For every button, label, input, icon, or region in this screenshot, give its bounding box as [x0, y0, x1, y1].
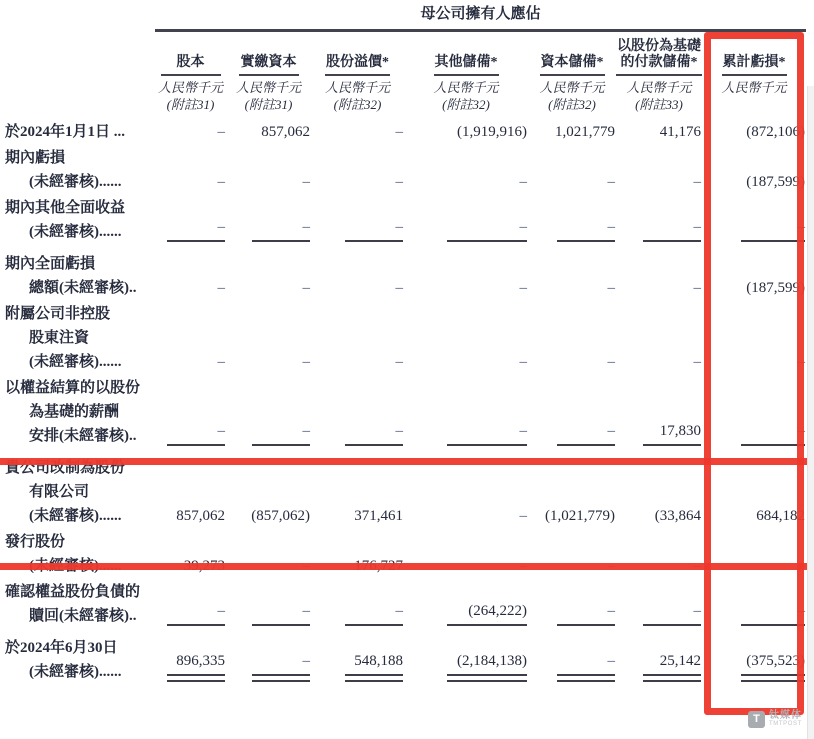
cell-value: 857,062 — [176, 508, 225, 524]
column-note: (附註33) — [635, 97, 683, 112]
cell-value: – — [797, 558, 806, 574]
total-rule — [167, 624, 225, 626]
table-row — [0, 628, 806, 684]
cell-value: – — [519, 508, 527, 524]
cell-value: – — [395, 124, 403, 140]
column-title: 其他儲備* — [434, 55, 498, 70]
group-header-spacer — [0, 4, 155, 31]
row-label — [0, 374, 155, 448]
cell-value: (2,184,138) — [404, 628, 528, 684]
cell-value: – — [311, 194, 404, 244]
total-rule — [557, 240, 615, 242]
watermark-subtitle: TMTPOST — [769, 721, 802, 728]
table-row — [0, 374, 806, 448]
total-rule — [557, 444, 615, 446]
column-title: 的付款儲備* — [620, 55, 698, 70]
column-title: 累計虧損* — [722, 55, 786, 70]
column-header — [155, 31, 226, 77]
cell-value: – — [226, 374, 311, 448]
row-label — [0, 628, 155, 684]
cell-value: – — [607, 174, 615, 190]
column-note-spacer — [0, 96, 155, 118]
total-rule — [557, 674, 615, 682]
row-label-line: 於2024年6月30日 — [5, 640, 118, 656]
row-label-line: 總額(未經審核).. — [29, 280, 137, 296]
cell-value: – — [395, 280, 403, 296]
row-label-line: 發行股份 — [5, 534, 66, 550]
total-rule — [345, 674, 403, 682]
cell-value: – — [302, 558, 310, 574]
column-unit: 人民幣千元 — [157, 80, 223, 95]
cell-value: – — [607, 354, 615, 370]
total-rule — [643, 624, 701, 626]
cell-value: – — [693, 354, 701, 370]
table-row — [0, 528, 806, 578]
total-rule — [643, 674, 701, 682]
cell-value: – — [302, 280, 310, 296]
cell-value: – — [528, 194, 616, 244]
cell-value: – — [702, 578, 806, 628]
column-unit: 人民幣千元 — [626, 80, 692, 95]
cell-value: – — [693, 174, 701, 190]
row-label — [0, 194, 155, 244]
total-rule — [557, 624, 615, 626]
column-unit: 人民幣千元 — [721, 80, 787, 95]
cell-value: – — [226, 194, 311, 244]
total-rule — [167, 674, 225, 682]
row-label-line: (未經審核)...... — [29, 558, 122, 574]
table-row — [0, 448, 806, 528]
cell-value: – — [693, 558, 701, 574]
cell-value: – — [217, 124, 225, 140]
row-label-line: 確認權益股份負債的 — [5, 584, 141, 600]
column-note: (附註31) — [244, 97, 293, 112]
total-rule — [447, 674, 527, 682]
row-label-line: 期內全面虧損 — [5, 256, 96, 272]
row-label-line: (未經審核)...... — [29, 354, 122, 370]
group-title: 母公司擁有人應佔 — [155, 4, 806, 31]
column-header — [226, 31, 311, 77]
column-header — [311, 31, 404, 77]
cell-value: (264,222) — [404, 578, 528, 628]
cell-value: 17,830 — [616, 374, 702, 448]
cell-value: 548,188 — [311, 628, 404, 684]
tmtpost-logo-icon: T — [748, 711, 765, 728]
cell-value: – — [226, 578, 311, 628]
row-label-line: 期內虧損 — [5, 150, 66, 166]
cell-value: – — [217, 280, 225, 296]
cell-value: – — [519, 174, 527, 190]
column-unit: 人民幣千元 — [433, 80, 499, 95]
total-rule — [252, 674, 310, 682]
table-row — [0, 144, 806, 194]
total-rule — [643, 444, 701, 446]
cell-value: 1,021,779 — [555, 124, 615, 140]
row-label-line: 以權益結算的以股份 — [5, 380, 141, 396]
table-row — [0, 194, 806, 244]
cell-value: – — [155, 374, 226, 448]
row-label-line: 贖回(未經審核).. — [29, 608, 137, 624]
column-note: (附註32) — [548, 97, 596, 112]
total-rule — [167, 240, 225, 242]
total-rule — [167, 444, 225, 446]
total-rule — [252, 240, 310, 242]
column-title: 以股份為基礎 — [617, 39, 701, 54]
row-label-line: (未經審核)...... — [29, 508, 122, 524]
cell-value: – — [226, 628, 311, 684]
column-title: 實繳資本 — [240, 55, 297, 70]
cell-value: – — [404, 374, 528, 448]
cell-value: 39,273 — [183, 558, 225, 574]
cell-value: 896,335 — [155, 628, 226, 684]
cell-value: (1,021,779) — [545, 508, 615, 524]
row-label-line: (未經審核)...... — [29, 664, 122, 680]
row-label — [0, 300, 155, 374]
row-label-line: 附屬公司非控股 — [5, 306, 111, 322]
cell-value: 25,142 — [616, 628, 702, 684]
column-header — [528, 31, 616, 77]
column-header — [616, 31, 702, 77]
total-rule — [741, 240, 805, 242]
column-note — [702, 96, 806, 118]
cell-value: – — [528, 374, 616, 448]
row-label-line: (未經審核)...... — [29, 174, 122, 190]
column-notes-row — [0, 96, 806, 118]
watermark-name: 钛媒体 — [769, 710, 802, 722]
row-label — [0, 118, 155, 144]
column-unit: 人民幣千元 — [539, 80, 605, 95]
column-unit: 人民幣千元 — [235, 80, 301, 95]
table-row — [0, 300, 806, 374]
column-header — [404, 31, 528, 77]
cell-value: (1,919,916) — [457, 124, 527, 140]
total-rule — [741, 674, 805, 682]
cell-value: – — [616, 194, 702, 244]
cell-value: – — [311, 578, 404, 628]
table-row — [0, 578, 806, 628]
row-label — [0, 448, 155, 528]
cell-value: (187,599) — [746, 280, 806, 296]
cell-value: – — [528, 578, 616, 628]
cell-value: – — [528, 628, 616, 684]
cell-value: – — [607, 558, 615, 574]
row-label-line: 安排(未經審核).. — [29, 428, 137, 444]
row-label-line: (未經審核)...... — [29, 224, 122, 240]
cell-value: – — [404, 194, 528, 244]
table-row — [0, 118, 806, 144]
cell-value: 684,182 — [756, 508, 806, 524]
cell-value: (187,599) — [746, 174, 806, 190]
cell-value: (33,864 — [654, 508, 701, 524]
group-header-row — [0, 4, 806, 31]
cell-value: (375,523) — [702, 628, 806, 684]
table-row — [0, 244, 806, 300]
column-units-row — [0, 76, 806, 96]
cell-value: – — [217, 354, 225, 370]
cell-value: – — [395, 174, 403, 190]
cell-value: – — [607, 280, 615, 296]
row-label-line: 有限公司 — [29, 484, 90, 500]
column-title: 資本儲備* — [540, 55, 604, 70]
cell-value: – — [395, 354, 403, 370]
column-unit-spacer — [0, 76, 155, 96]
cell-value: – — [155, 194, 226, 244]
total-rule — [447, 240, 527, 242]
row-label — [0, 144, 155, 194]
cell-value: – — [519, 280, 527, 296]
total-rule — [345, 240, 403, 242]
cell-value: – — [302, 354, 310, 370]
column-note: (附註31) — [166, 97, 215, 112]
column-unit: 人民幣千元 — [324, 80, 390, 95]
cell-value: (857,062) — [251, 508, 310, 524]
cell-value: 371,461 — [354, 508, 403, 524]
row-label-line: 於2024年1月1日 ... — [5, 124, 126, 140]
cell-value: – — [311, 374, 404, 448]
row-label — [0, 244, 155, 300]
cell-value: – — [797, 354, 806, 370]
cell-value: – — [702, 194, 806, 244]
total-rule — [447, 624, 527, 626]
cell-value: – — [519, 354, 527, 370]
total-rule — [741, 624, 805, 626]
column-titles-row — [0, 31, 806, 77]
column-note: (附註32) — [333, 97, 382, 112]
row-label-line: 貴公司改制為股份 — [5, 460, 126, 476]
row-label — [0, 578, 155, 628]
total-rule — [643, 240, 701, 242]
cell-value: – — [702, 374, 806, 448]
row-label-line: 為基礎的薪酬 — [29, 404, 120, 420]
row-label — [0, 528, 155, 578]
total-rule — [345, 444, 403, 446]
cell-value: – — [616, 578, 702, 628]
cell-value: (872,106) — [746, 124, 806, 140]
cell-value: – — [217, 174, 225, 190]
column-title: 股本 — [176, 55, 205, 70]
total-rule — [252, 624, 310, 626]
column-title-spacer — [0, 31, 155, 77]
cell-value: – — [302, 174, 310, 190]
watermark — [748, 710, 802, 728]
cell-value: 176,727 — [354, 558, 403, 574]
cell-value: – — [155, 578, 226, 628]
scrollbar[interactable] — [807, 86, 814, 739]
row-label-line: 股東注資 — [29, 330, 90, 346]
total-rule — [741, 444, 805, 446]
total-rule — [345, 624, 403, 626]
cell-value: – — [519, 558, 527, 574]
total-rule — [447, 444, 527, 446]
equity-statement-table — [0, 4, 806, 684]
cell-value: – — [693, 280, 701, 296]
cell-value: 41,176 — [659, 124, 701, 140]
total-rule — [252, 444, 310, 446]
column-header — [702, 31, 806, 77]
column-note: (附註32) — [442, 97, 490, 112]
cell-value: 857,062 — [261, 124, 310, 140]
row-label-line: 期內其他全面收益 — [5, 200, 126, 216]
column-title: 股份溢價* — [326, 55, 389, 70]
